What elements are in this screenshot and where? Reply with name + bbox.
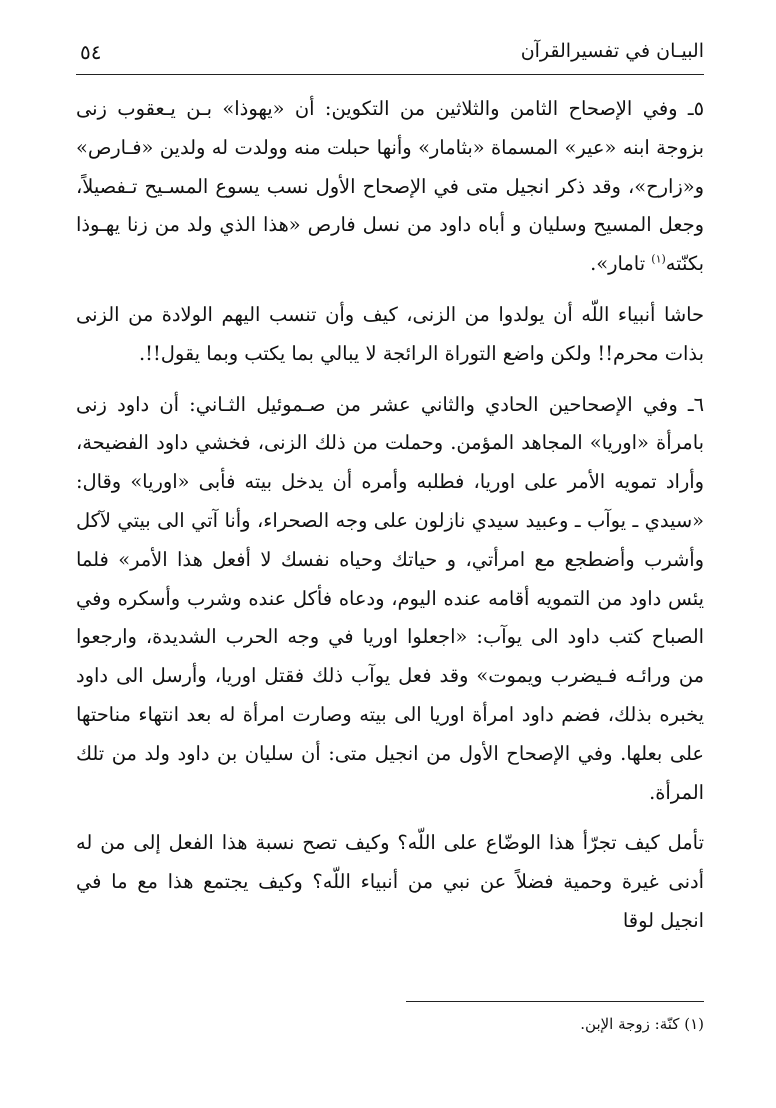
paragraph-5-text: ٥ـ وفي الإصحاح الثامن والثلاثين من التكوين: أن «يهوذا» بـن يـعقوب زنى بزوجة ابنه «عير» المسماة «بثامار» وأنها حبلت منه وولدت له ولدين «فـارص» و«زارح»، وقد ذكر انجيل متى في الإصحاح الأول نسب يسوع المسـيح تـفصيلاً، وجعل المسيح وسليان و أباه داود من نسل فارص «هذا الذي ولد من زنا يهـوذا بكنّته	[76, 97, 704, 276]
main-text	[76, 90, 704, 953]
running-title: البيـان في تفسيرالقرآن	[520, 40, 704, 62]
page-number: ٥٤	[80, 40, 102, 64]
paragraph-5-tail: تامار».	[590, 252, 652, 276]
paragraph-comment-2: تأمل كيف تجرّأ هذا الوضّاع على اللّه؟ وكيف تصح نسبة هذا الفعل إلى من له أدنى غيرة وحمية فضلاً عن نبي من أنبياء اللّه؟ وكيف يجتمع هذا مع ما في انجيل لوقا	[76, 831, 704, 932]
paragraph-comment-1: حاشا أنبياء اللّه أن يولدوا من الزنى، كيف وأن تنسب اليهم الولادة من الزنى بذات محرم!! ولكن واضع التوراة الرائجة لا يبالي بما يكتب وبما يقول!!.	[76, 302, 704, 365]
paragraph-5	[76, 90, 704, 284]
footnote: (١) كنّة: زوجة الإبن.	[580, 1015, 704, 1033]
footnote-divider	[406, 1001, 704, 1002]
page-header	[76, 36, 704, 76]
paragraph-6: ٦ـ وفي الإصحاحين الحادي والثاني عشر من صـموئيل الثـاني: أن داود زنى بامرأة «اوريا» المجاهد المؤمن. وحملت من ذلك الزنى، فخشي داود الفضيحة، وأراد تمويه الأمر على اوريا، فطلبه وأمره أن يدخل بيته فأبى «اوريا» وقال: «سيدي ـ يوآب ـ وعبيد سيدي نازلون على وجه الصحراء، وأنا آتي الى بيتي لآكل وأشرب وأضطجع مع امرأتي، و حياتك وحياه نفسك لا أفعل هذا الأمر» فلما يئس داود من التمويه أقامه عنده اليوم، ودعاه فأكل عنده وشرب وأسكره وفي الصباح كتب داود الى يوآب: «اجعلوا اوريا في وجه الحرب الشديدة، وارجعوا من ورائـه فـيضرب ويموت» وقد فعل يوآب ذلك فقتل اوريا، وأرسل الى داود يخبره بذلك، فضم داود امرأة اوريا الى بيته وصارت امرأة له بعد انتهاء مناحتها على بعلها. وفي الإصحاح الأول من انجيل متى: أن سليان بن داود ولد من تلك المرأة.	[76, 392, 704, 804]
header-divider	[76, 74, 704, 75]
footnote-reference: (١)	[651, 252, 666, 266]
